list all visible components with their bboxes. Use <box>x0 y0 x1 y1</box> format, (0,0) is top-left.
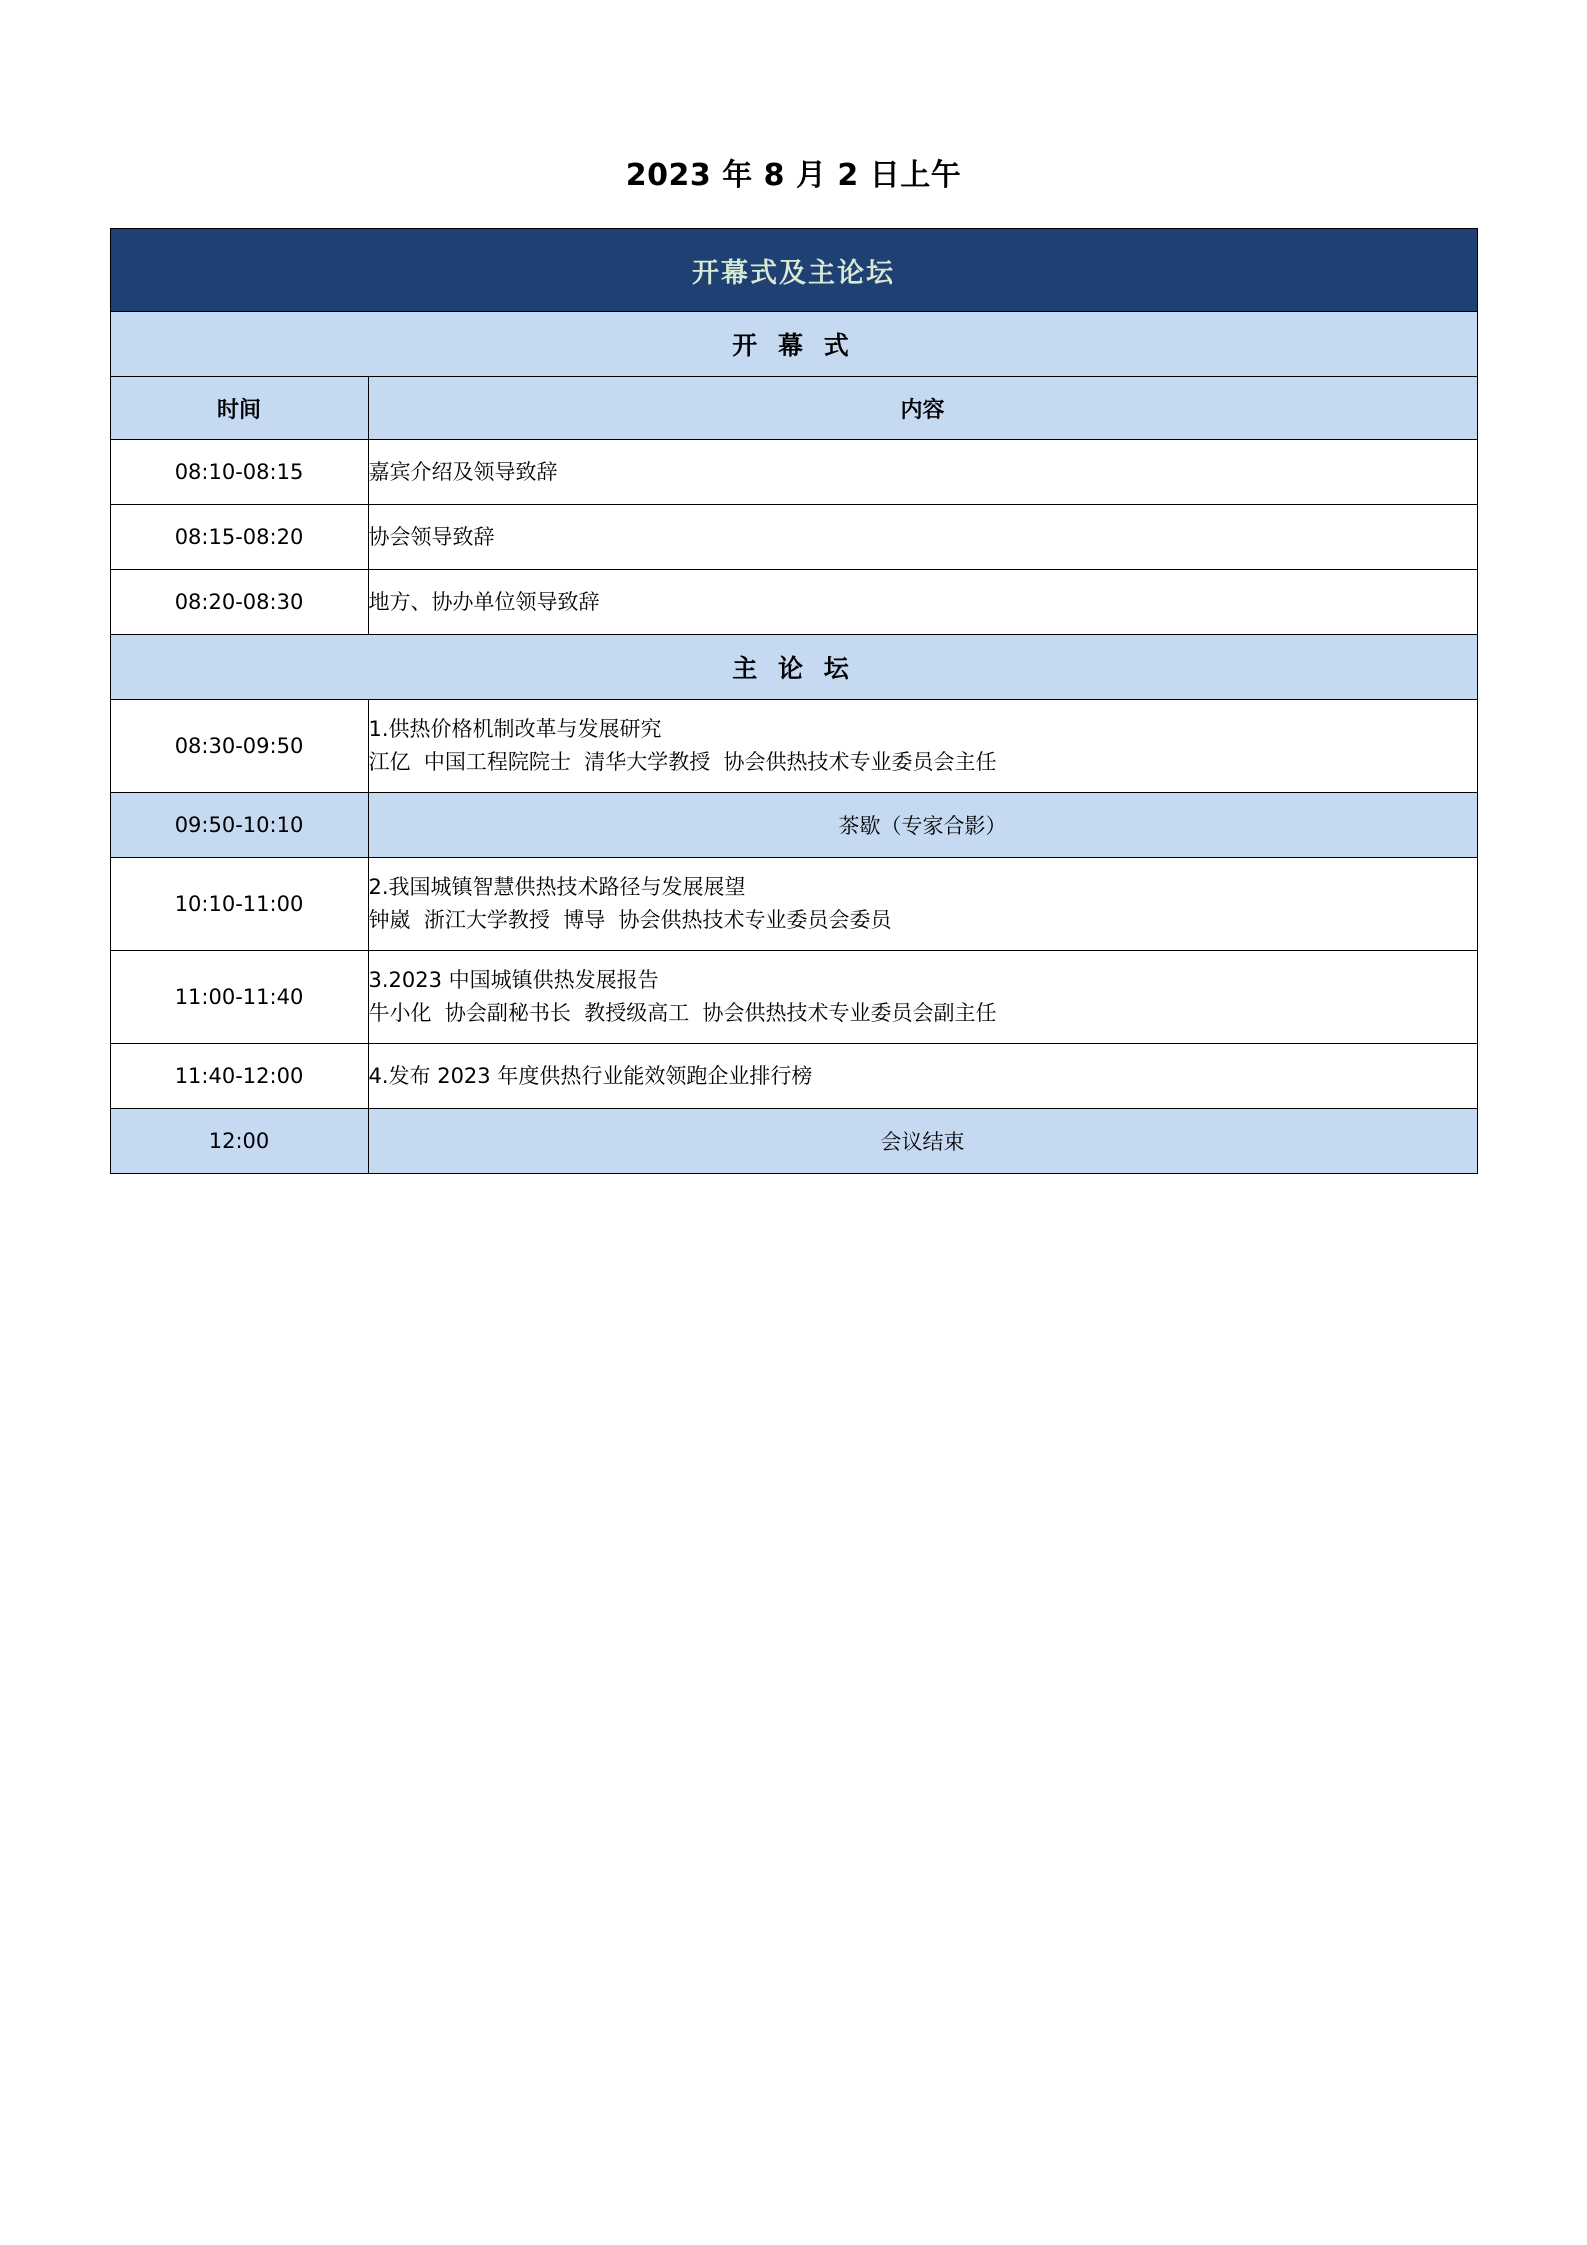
row-time: 11:40-12:00 <box>110 1044 368 1109</box>
banner-title: 开幕式及主论坛 <box>110 229 1477 312</box>
table-row <box>110 570 1477 635</box>
table-row <box>110 793 1477 858</box>
row-content <box>368 951 1477 1044</box>
agenda-table <box>110 228 1478 1174</box>
row-content-line: 1.供热价格机制改革与发展研究 <box>368 717 662 742</box>
row-time: 12:00 <box>110 1109 368 1174</box>
table-banner-row <box>110 229 1477 312</box>
table-row <box>110 440 1477 505</box>
table-row <box>110 951 1477 1044</box>
column-header-time: 时间 <box>110 377 368 440</box>
table-row <box>110 1109 1477 1174</box>
column-header-content: 内容 <box>368 377 1477 440</box>
row-time: 08:30-09:50 <box>110 700 368 793</box>
section-row-forum <box>110 635 1477 700</box>
table-row <box>110 1044 1477 1109</box>
row-content <box>368 505 1477 570</box>
row-content-line: 牛小化 协会副秘书长 教授级高工 协会供热技术专业委员会副主任 <box>368 1001 997 1025</box>
row-time: 08:20-08:30 <box>110 570 368 635</box>
row-content <box>368 858 1477 951</box>
section-title-forum: 主 论 坛 <box>110 635 1477 700</box>
table-row <box>110 858 1477 951</box>
table-row <box>110 505 1477 570</box>
row-content-line: 3.2023 中国城镇供热发展报告 <box>368 968 659 993</box>
row-time: 09:50-10:10 <box>110 793 368 858</box>
row-content-line: 协会领导致辞 <box>368 524 495 549</box>
table-row <box>110 700 1477 793</box>
row-time: 10:10-11:00 <box>110 858 368 951</box>
section-row-opening <box>110 312 1477 377</box>
row-content-line: 钟崴 浙江大学教授 博导 协会供热技术专业委员会委员 <box>368 908 892 932</box>
page-title: 2023 年 8 月 2 日上午 <box>625 158 962 193</box>
agenda-table-wrapper <box>110 228 1478 1174</box>
row-content-line: 4.发布 2023 年度供热行业能效领跑企业排行榜 <box>368 1063 813 1088</box>
row-content: 茶歇（专家合影） <box>368 793 1477 858</box>
row-content <box>368 1044 1477 1109</box>
row-content <box>368 570 1477 635</box>
table-header-row <box>110 377 1477 440</box>
row-content-line: 地方、协办单位领导致辞 <box>368 589 600 614</box>
row-content <box>368 440 1477 505</box>
row-content-line: 2.我国城镇智慧供热技术路径与发展展望 <box>368 875 746 900</box>
row-time: 11:00-11:40 <box>110 951 368 1044</box>
row-content-line: 江亿 中国工程院院士 清华大学教授 协会供热技术专业委员会主任 <box>368 750 997 774</box>
row-time: 08:10-08:15 <box>110 440 368 505</box>
section-title-opening: 开 幕 式 <box>110 312 1477 377</box>
row-content-line: 嘉宾介绍及领导致辞 <box>368 459 558 484</box>
row-content <box>368 700 1477 793</box>
row-content: 会议结束 <box>368 1109 1477 1174</box>
row-time: 08:15-08:20 <box>110 505 368 570</box>
